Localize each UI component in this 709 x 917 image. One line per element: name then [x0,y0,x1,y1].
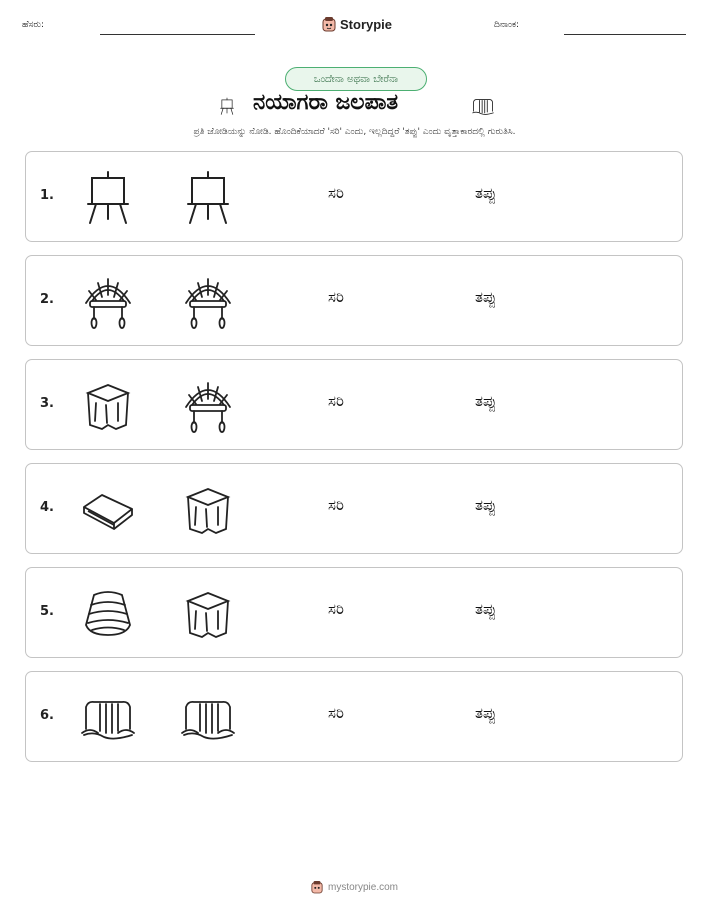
waterfall-icon [180,689,236,745]
option-tappu[interactable]: ತಪ್ಪು [475,704,497,722]
storypie-mascot-icon [311,880,323,894]
activity-badge: ಒಂದೇನಾ ಅಥವಾ ಬೇರೆನಾ [285,67,427,91]
brand-name: Storypie [340,16,393,32]
pair-row-5 [25,567,683,658]
book-icon [80,481,136,537]
waterfall-icon [80,689,136,745]
option-tappu[interactable]: ತಪ್ಪು [475,600,497,618]
option-tappu[interactable]: ತಪ್ಪು [475,184,497,202]
easel-icon [80,169,136,225]
name-field[interactable] [100,34,255,35]
pair-row-6 [25,671,683,762]
pair-row-3 [25,359,683,450]
pair-row-4 [25,463,683,554]
option-sari[interactable]: ಸರಿ [328,392,344,410]
stump-icon [80,377,136,433]
footer-url[interactable]: mystorypie.com [327,881,398,893]
option-tappu[interactable]: ತಪ್ಪು [475,288,497,306]
stump-icon [180,585,236,641]
easel-icon [180,169,236,225]
option-tappu[interactable]: ತಪ್ಪು [475,392,497,410]
row-number: 5. [40,604,54,619]
easel-icon [218,92,236,120]
name-label: ಹೆಸರು: [22,20,45,30]
option-sari[interactable]: ಸರಿ [328,600,344,618]
rock-icon [80,585,136,641]
title-row [0,90,709,122]
headdress-icon [180,273,236,329]
row-number: 2. [40,292,54,307]
option-sari[interactable]: ಸರಿ [328,704,344,722]
row-number: 1. [40,188,54,203]
row-number: 4. [40,500,54,515]
pair-row-1 [25,151,683,242]
date-field[interactable] [564,34,686,35]
page-title: ನಯಾಗರಾ ಜಲಪಾತ [253,90,399,115]
headdress-icon [180,377,236,433]
headdress-icon [80,273,136,329]
row-number: 6. [40,708,54,723]
option-sari[interactable]: ಸರಿ [328,496,344,514]
brand-logo [322,16,392,32]
waterfall-icon [468,94,498,118]
row-number: 3. [40,396,54,411]
storypie-mascot-icon [322,16,336,32]
worksheet-header [0,16,709,40]
instruction-text: ಪ್ರತಿ ಜೋಡಿಯನ್ನು ನೋಡಿ. ಹೊಂದಿಕೆಯಾದರೆ 'ಸರಿ' ಎಂದು, ಇಲ್ಲದಿದ್ದರೆ 'ತಪ್ಪು' ಎಂದು ವೃತ್ತಾಕಾರದಲ್ಲಿ ಗುರುತಿಸಿ. [193,127,516,137]
option-sari[interactable]: ಸರಿ [328,184,344,202]
option-sari[interactable]: ಸರಿ [328,288,344,306]
option-tappu[interactable]: ತಪ್ಪು [475,496,497,514]
footer [0,880,709,894]
date-label: ದಿನಾಂಕ: [494,20,520,30]
pair-row-2 [25,255,683,346]
stump-icon [180,481,236,537]
